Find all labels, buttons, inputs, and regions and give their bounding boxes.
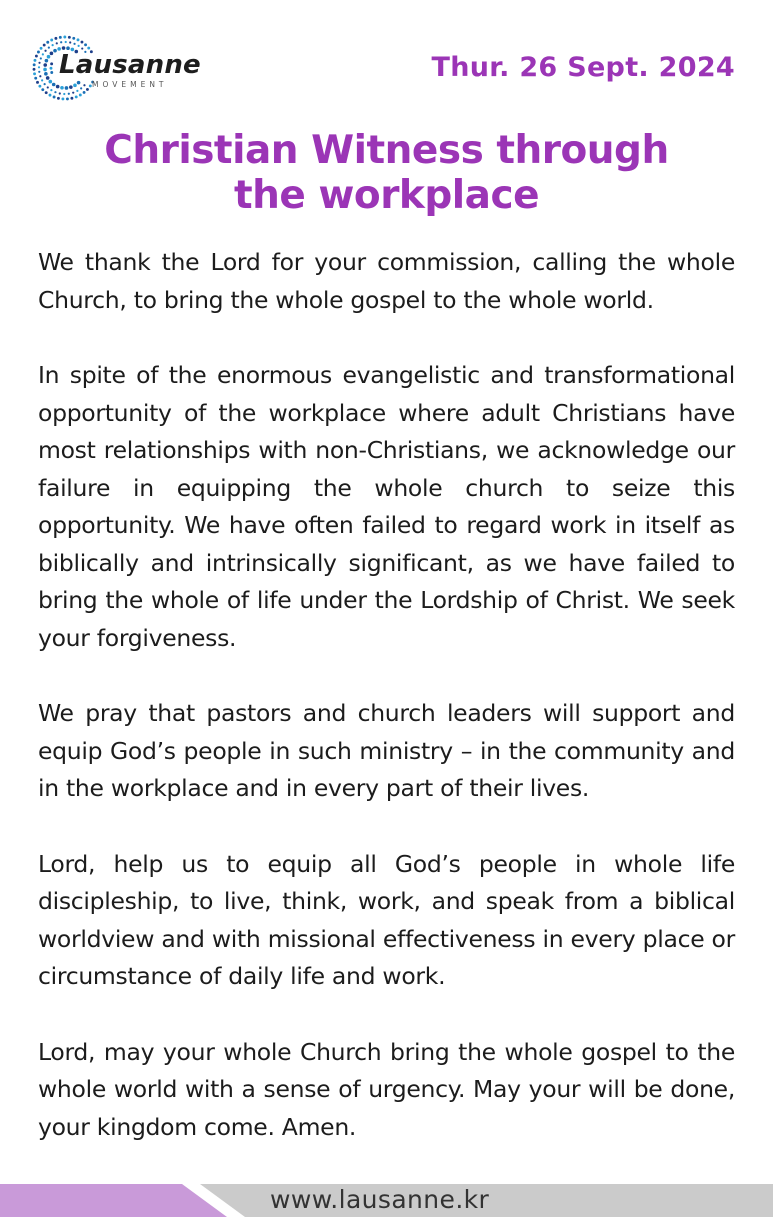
globe-dot xyxy=(77,81,81,85)
globe-dot xyxy=(45,59,49,63)
globe-dot xyxy=(70,97,73,100)
globe-dot xyxy=(38,71,40,73)
globe-dot xyxy=(35,55,38,58)
globe-dot xyxy=(50,71,53,74)
globe-dot xyxy=(53,96,56,99)
globe-dot xyxy=(34,59,37,62)
paragraph-5: Lord, may your whole Church bring the whole gospel to the whole world with a sense of urgency. May your will be done, your kingdom come. Amen. xyxy=(38,1037,735,1141)
globe-dot xyxy=(80,87,82,89)
globe-dot xyxy=(72,37,75,40)
globe-dot xyxy=(50,67,53,70)
globe-dot xyxy=(52,44,54,46)
globe-dot xyxy=(54,91,56,93)
globe-dot xyxy=(43,63,47,67)
globe-dot xyxy=(44,72,48,76)
page-title-line-2: the workplace xyxy=(233,173,540,218)
globe-dot xyxy=(69,85,73,89)
globe-dot xyxy=(49,94,52,97)
globe-dot xyxy=(65,86,69,90)
page-title-line-1: Christian Witness through xyxy=(104,128,669,173)
globe-dot xyxy=(44,50,46,52)
globe-dot xyxy=(63,93,65,95)
paragraph-2: In spite of the enormous evangelistic and transformational opportunity of the workplace where adult Christians have most relationships with non-Christians, we acknowledge our failure in equipping the whole church to seize this opportunity. We have often failed to regard work in itself as biblically and intrinsically significant, as we have failed to bring the whole of life under the Lordship of Christ. We seek your forgiveness. xyxy=(38,361,735,652)
prayer-body xyxy=(38,244,735,1184)
globe-dot xyxy=(33,63,36,66)
globe-dot xyxy=(81,41,84,44)
globe-dot xyxy=(36,81,39,84)
globe-dot xyxy=(73,84,77,88)
globe-dot xyxy=(73,43,75,45)
globe-dot xyxy=(83,84,85,86)
paragraph-1: We thank the Lord for your commission, calling the whole Church, to bring the whole gospel to the whole world. xyxy=(38,248,735,314)
globe-dot xyxy=(50,89,52,91)
paragraph-4: Lord, help us to equip all God’s people in whole life discipleship, to live, think, work, and speak from a biblical worldview and with missional effectiveness in every place or circumstance of daily life and work. xyxy=(38,849,735,990)
globe-dot xyxy=(38,66,40,68)
globe-dot xyxy=(60,86,64,90)
globe-dot xyxy=(48,47,50,49)
globe-dot xyxy=(42,53,44,55)
globe-dot xyxy=(43,44,46,47)
globe-dot xyxy=(63,36,66,39)
globe-dot xyxy=(66,97,69,100)
globe-dot xyxy=(33,72,36,75)
globe-dot xyxy=(33,68,36,71)
globe-dot xyxy=(72,92,74,94)
logo-wordmark: Lausanne xyxy=(59,50,201,80)
globe-dot xyxy=(83,91,86,94)
globe-dot xyxy=(41,88,44,91)
globe-dot xyxy=(44,83,46,85)
globe-dot xyxy=(40,57,42,59)
globe-dot xyxy=(59,36,62,39)
globe-dot xyxy=(84,43,87,46)
globe-dot xyxy=(39,75,41,77)
globe-dot xyxy=(50,52,54,56)
globe-dot xyxy=(60,41,62,43)
globe-dot xyxy=(56,85,60,89)
globe-dot xyxy=(38,62,40,64)
page-title xyxy=(0,128,773,218)
globe-dot xyxy=(46,41,49,44)
logo-tagline: MOVEMENT xyxy=(92,80,168,89)
globe-dot xyxy=(45,91,48,94)
date-label: Thur. 26 Sept. 2024 xyxy=(431,52,735,83)
globe-dot xyxy=(40,47,43,50)
website-link[interactable]: www.lausanne.kr xyxy=(270,1185,490,1214)
globe-dot xyxy=(77,38,80,41)
globe-dot xyxy=(46,76,50,80)
globe-dot xyxy=(47,55,51,59)
globe-dot xyxy=(79,94,82,97)
globe-dot xyxy=(75,95,78,98)
paragraph-3: We pray that pastors and church leaders will support and equip God’s people in such ministry – in the community and in the workplace and in every part of their lives. xyxy=(38,699,735,802)
globe-dot xyxy=(53,49,57,53)
globe-dot xyxy=(43,68,47,72)
globe-dot xyxy=(61,97,64,100)
globe-dot xyxy=(86,88,89,91)
globe-dot xyxy=(49,80,53,84)
globe-dot xyxy=(65,41,67,43)
globe-dot xyxy=(41,79,43,81)
globe-dot xyxy=(54,37,57,40)
globe-dot xyxy=(69,41,71,43)
globe-dot xyxy=(59,92,61,94)
lausanne-logo xyxy=(30,30,200,106)
globe-dot xyxy=(76,90,78,92)
globe-dot xyxy=(47,86,49,88)
globe-dot xyxy=(37,51,40,54)
globe-dot xyxy=(57,97,60,100)
globe-dot xyxy=(68,93,70,95)
globe-dot xyxy=(52,83,56,87)
globe-dot xyxy=(68,36,71,39)
globe-dot xyxy=(34,77,37,80)
globe-dot xyxy=(50,39,53,42)
globe-dot xyxy=(78,45,80,47)
globe-dot xyxy=(38,85,41,88)
globe-dot xyxy=(56,42,58,44)
globe-dot xyxy=(50,62,53,65)
